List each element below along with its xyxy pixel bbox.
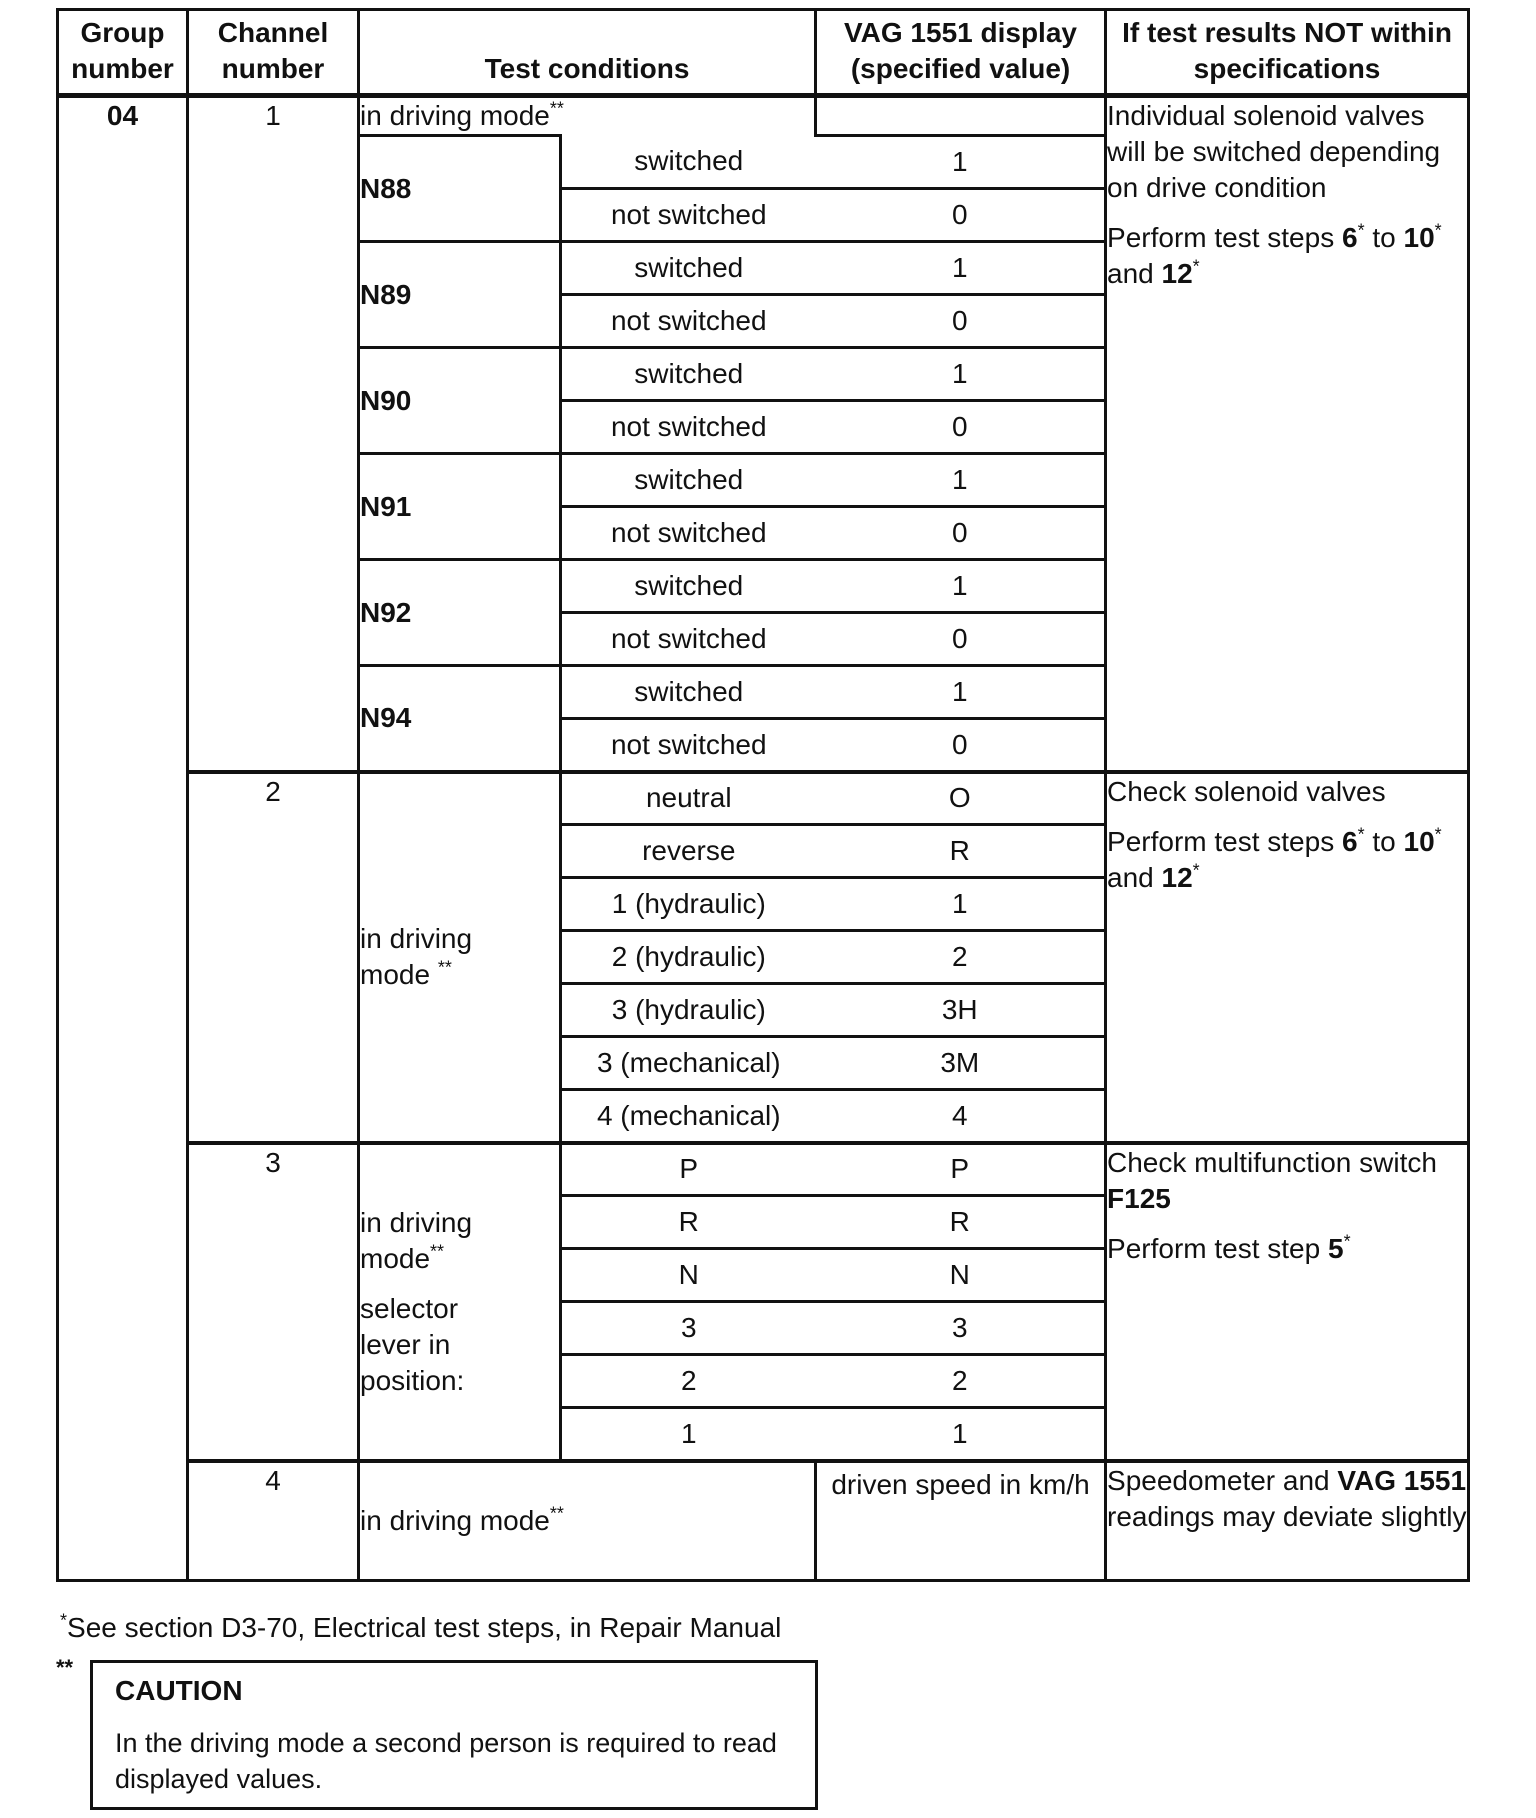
- condition-cell: not switched: [561, 507, 816, 560]
- header-group-number: Group number: [58, 10, 188, 96]
- test-specification-table: [56, 8, 1470, 1582]
- condition-cell: reverse: [561, 825, 816, 878]
- ch2-mode-label: in driving mode **: [359, 772, 561, 1143]
- value-cell: 1: [816, 560, 1106, 613]
- value-cell: 1: [816, 136, 1106, 189]
- footnote: *See section D3-70, Electrical test steps, in Repair Manual: [60, 1610, 782, 1643]
- condition-cell: 2 (hydraulic): [561, 931, 816, 984]
- value-cell: P: [816, 1143, 1106, 1196]
- valve-name: N94: [359, 666, 561, 772]
- ch4-mode-label: in driving mode**: [359, 1461, 816, 1581]
- condition-cell: 1: [561, 1408, 816, 1461]
- condition-cell: not switched: [561, 719, 816, 772]
- ch1-result: [1106, 96, 1469, 772]
- channel-number-2: 2: [188, 772, 359, 1143]
- ch4-result: Speedometer and VAG 1551 readings may deviate slightly: [1106, 1461, 1469, 1581]
- header-results-not-within-spec: If test results NOT within specifications: [1106, 10, 1469, 96]
- value-cell: N: [816, 1249, 1106, 1302]
- value-cell: 0: [816, 295, 1106, 348]
- valve-name: N89: [359, 242, 561, 348]
- value-cell: 3H: [816, 984, 1106, 1037]
- header-vag-display: VAG 1551 display (specified value): [816, 10, 1106, 96]
- ch1-result-steps: Perform test steps 6* to 10* and 12*: [1107, 220, 1442, 289]
- valve-name: N92: [359, 560, 561, 666]
- condition-cell: not switched: [561, 613, 816, 666]
- header-test-conditions: Test conditions: [359, 10, 816, 96]
- ch4-display: driven speed in km/h: [816, 1461, 1106, 1581]
- ch1-result-text: Individual solenoid valves will be switched depending on drive condition: [1107, 100, 1441, 203]
- table-row: [58, 1143, 1469, 1196]
- channel-number-1: 1: [188, 96, 359, 772]
- condition-cell: P: [561, 1143, 816, 1196]
- condition-cell: switched: [561, 560, 816, 613]
- condition-cell: 1 (hydraulic): [561, 878, 816, 931]
- condition-cell: not switched: [561, 401, 816, 454]
- caution-title: CAUTION: [115, 1675, 243, 1706]
- value-cell: 1: [816, 348, 1106, 401]
- valve-name: N88: [359, 136, 561, 242]
- value-cell: 4: [816, 1090, 1106, 1143]
- channel-number-4: 4: [188, 1461, 359, 1581]
- value-cell: 3M: [816, 1037, 1106, 1090]
- table-row: [58, 1461, 1469, 1581]
- condition-cell: not switched: [561, 189, 816, 242]
- double-asterisk: **: [549, 98, 564, 119]
- condition-cell: switched: [561, 666, 816, 719]
- ch2-result: Check solenoid valves Perform test steps 6* to 10* and 12*: [1106, 772, 1469, 1143]
- condition-cell: neutral: [561, 772, 816, 825]
- valve-name: N91: [359, 454, 561, 560]
- ch3-mode-label: in driving mode** selector lever in position:: [359, 1143, 561, 1461]
- valve-name: N90: [359, 348, 561, 454]
- value-cell: 0: [816, 401, 1106, 454]
- condition-cell: 3 (hydraulic): [561, 984, 816, 1037]
- group-number-cell: 04: [58, 96, 188, 1581]
- value-cell: R: [816, 1196, 1106, 1249]
- selector-label: selector: [360, 1292, 459, 1324]
- condition-cell: 2: [561, 1355, 816, 1408]
- condition-cell: 3 (mechanical): [561, 1037, 816, 1090]
- caution-asterisks: **: [56, 1655, 74, 1680]
- value-cell: O: [816, 772, 1106, 825]
- value-cell: 1: [816, 878, 1106, 931]
- value-cell: 0: [816, 189, 1106, 242]
- table-header-row: [58, 10, 1469, 96]
- ch3-result: Check multifunction switch F125 Perform test step 5*: [1106, 1143, 1469, 1461]
- ch1-mode-label: in driving mode**: [359, 96, 816, 136]
- condition-cell: switched: [634, 145, 744, 177]
- condition-cell: N: [561, 1249, 816, 1302]
- value-cell: 2: [816, 931, 1106, 984]
- table-body: [58, 96, 1469, 1581]
- condition-cell: switched: [561, 348, 816, 401]
- value-cell: 1: [816, 1408, 1106, 1461]
- condition-cell: 4 (mechanical): [561, 1090, 816, 1143]
- condition-cell: switched: [561, 454, 816, 507]
- table-row: [58, 96, 1469, 136]
- value-cell: R: [816, 825, 1106, 878]
- value-cell: 2: [816, 1355, 1106, 1408]
- value-cell: 0: [816, 507, 1106, 560]
- condition-cell: switched: [561, 242, 816, 295]
- condition-cell: not switched: [561, 295, 816, 348]
- value-cell: 0: [816, 613, 1106, 666]
- value-cell: 1: [816, 454, 1106, 507]
- caution-box: [90, 1660, 818, 1810]
- header-channel-number: Channel number: [188, 10, 359, 96]
- condition-cell: 3: [561, 1302, 816, 1355]
- condition-cell: R: [561, 1196, 816, 1249]
- caution-text: In the driving mode a second person is required to read displayed values.: [115, 1728, 777, 1794]
- table-row: [58, 772, 1469, 825]
- value-cell: 3: [816, 1302, 1106, 1355]
- channel-number-3: 3: [188, 1143, 359, 1461]
- value-cell: 1: [816, 242, 1106, 295]
- value-cell: 1: [816, 666, 1106, 719]
- value-cell: 0: [816, 719, 1106, 772]
